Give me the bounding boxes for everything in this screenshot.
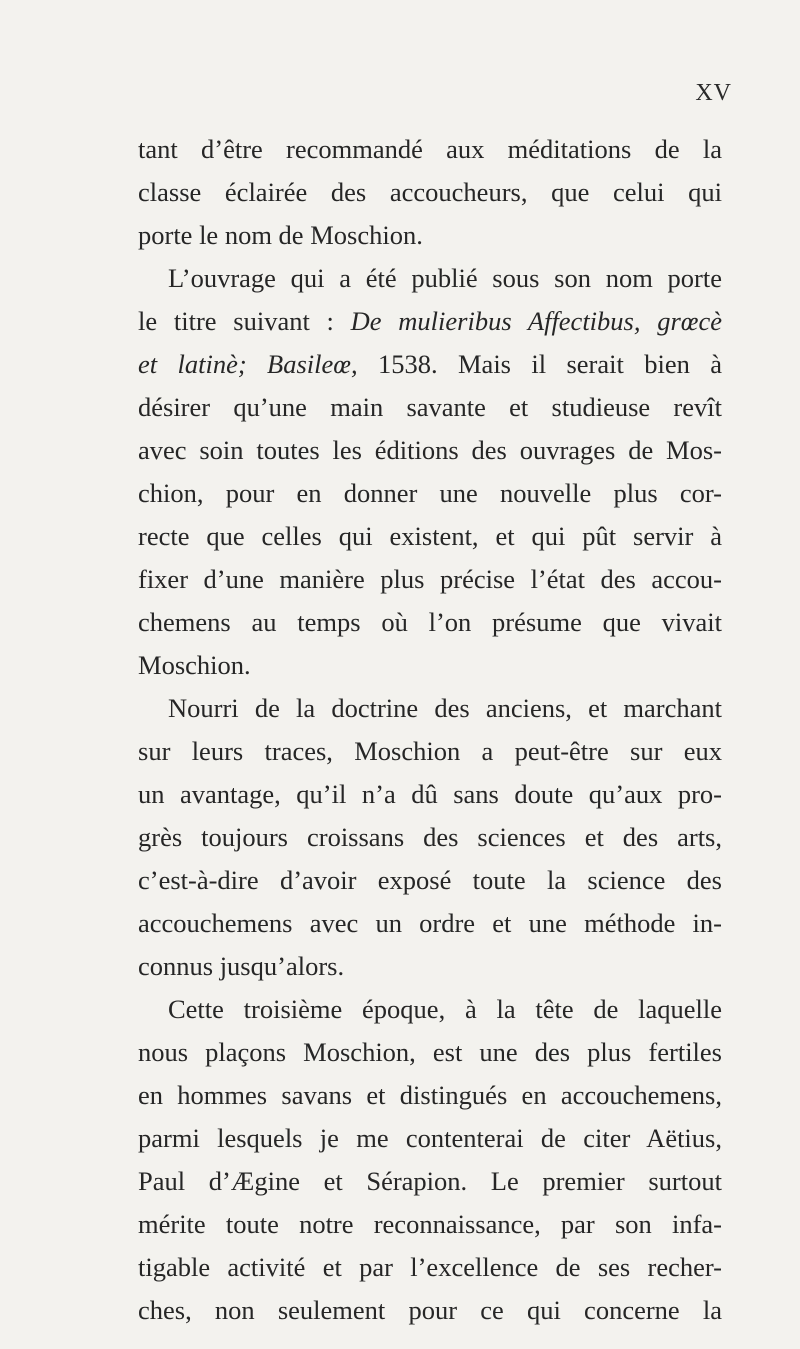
text-segment: le titre suivant : xyxy=(138,306,351,336)
text-segment: connus jusqu’alors. xyxy=(138,951,345,981)
text-line xyxy=(138,945,722,988)
text-segment: porte le nom de Moschion. xyxy=(138,220,423,250)
text-line xyxy=(138,558,722,601)
text-segment: Moschion. xyxy=(138,650,251,680)
text-segment: parmi lesquels je me contenterai de citer Aëtius, xyxy=(138,1123,722,1153)
text-segment: tant d’être recommandé aux méditations de la xyxy=(138,134,722,164)
text-line xyxy=(138,988,722,1031)
text-line xyxy=(138,300,722,343)
text-segment: recte que celles qui existent, et qui pût servir à xyxy=(138,521,722,551)
text-segment: Nourri de la doctrine des anciens, et marchant xyxy=(168,693,722,723)
text-line xyxy=(138,257,722,300)
text-segment: mérite toute notre reconnaissance, par son infa- xyxy=(138,1209,722,1239)
text-line xyxy=(138,601,722,644)
text-line xyxy=(138,1203,722,1246)
text-segment: tigable activité et par l’excellence de ses recher- xyxy=(138,1252,722,1282)
text-line xyxy=(138,515,722,558)
text-segment: chemens au temps où l’on présume que vivait xyxy=(138,607,722,637)
body-text xyxy=(138,128,722,1332)
text-line xyxy=(138,1246,722,1289)
page-number: XV xyxy=(695,80,732,106)
text-segment: fixer d’une manière plus précise l’état des accou- xyxy=(138,564,722,594)
text-line xyxy=(138,1074,722,1117)
text-line xyxy=(138,343,722,386)
text-line xyxy=(138,687,722,730)
text-line xyxy=(138,1031,722,1074)
text-line xyxy=(138,429,722,472)
text-line xyxy=(138,644,722,687)
text-line xyxy=(138,773,722,816)
text-line xyxy=(138,1160,722,1203)
text-segment: L’ouvrage qui a été publié sous son nom porte xyxy=(168,263,722,293)
text-line xyxy=(138,859,722,902)
text-segment: chion, pour en donner une nouvelle plus cor- xyxy=(138,478,722,508)
text-segment: c’est-à-dire d’avoir exposé toute la science des xyxy=(138,865,722,895)
text-segment: classe éclairée des accoucheurs, que celui qui xyxy=(138,177,722,207)
text-line xyxy=(138,472,722,515)
text-line xyxy=(138,1289,722,1332)
text-line xyxy=(138,730,722,773)
text-segment: sur leurs traces, Moschion a peut-être sur eux xyxy=(138,736,722,766)
text-segment: nous plaçons Moschion, est une des plus fertiles xyxy=(138,1037,722,1067)
italic-title: et latinè; Basileœ, xyxy=(138,349,358,379)
text-segment: 1538. Mais il serait bien à xyxy=(357,349,723,379)
text-segment: ches, non seulement pour ce qui concerne la xyxy=(138,1295,722,1325)
text-segment: en hommes savans et distingués en accouchemens, xyxy=(138,1080,722,1110)
text-segment: désirer qu’une main savante et studieuse revît xyxy=(138,392,722,422)
text-line xyxy=(138,816,722,859)
text-line xyxy=(138,386,722,429)
text-segment: accouchemens avec un ordre et une méthode in- xyxy=(138,908,722,938)
text-line xyxy=(138,128,722,171)
text-segment: avec soin toutes les éditions des ouvrages de Mos- xyxy=(138,435,722,465)
italic-title: De mulieribus Affectibus, grœcè xyxy=(350,306,722,336)
text-line xyxy=(138,1117,722,1160)
text-segment: Cette troisième époque, à la tête de laquelle xyxy=(168,994,722,1024)
text-segment: Paul d’Ægine et Sérapion. Le premier surtout xyxy=(138,1166,722,1196)
text-segment: un avantage, qu’il n’a dû sans doute qu’aux pro- xyxy=(138,779,722,809)
text-line xyxy=(138,171,722,214)
text-line xyxy=(138,214,722,257)
text-segment: grès toujours croissans des sciences et des arts, xyxy=(138,822,722,852)
text-line xyxy=(138,902,722,945)
